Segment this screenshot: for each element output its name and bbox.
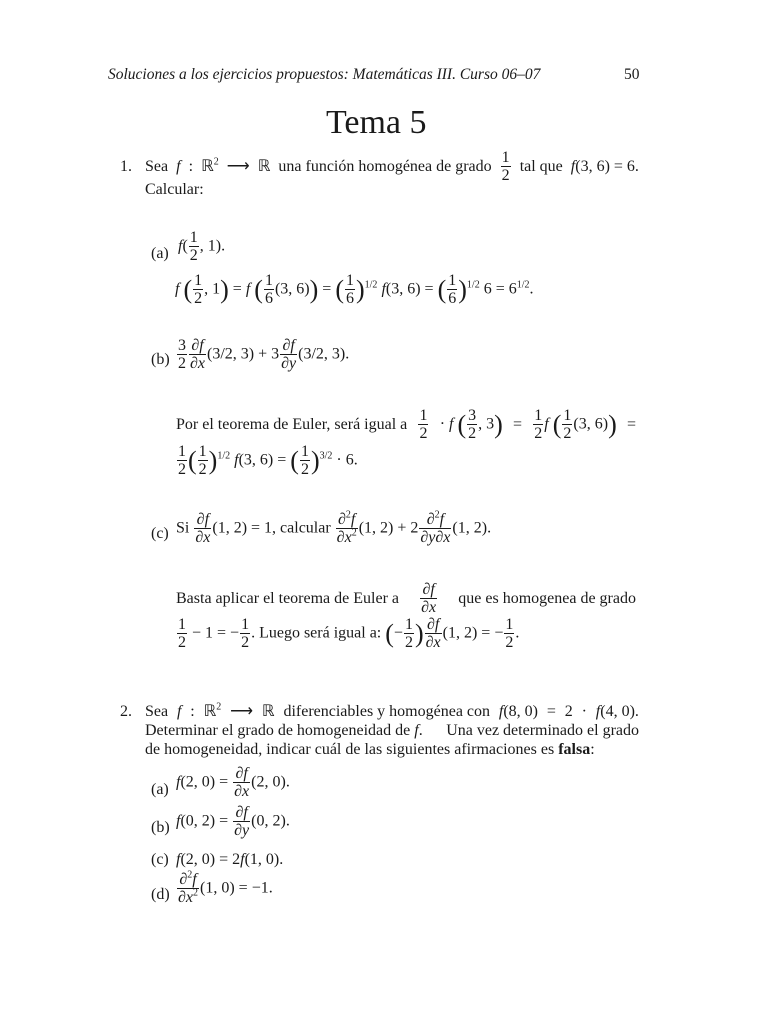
problem-2-line3: de homogeneidad, indicar cuál de las siguientes afirmaciones es falsa: (145, 741, 595, 758)
part-c-solution-line1: Basta aplicar el teorema de Euler a $\frac{\partial f}{\partial x}$ que es homogenea de grado (176, 581, 636, 616)
part-a-solution: f ( $\frac{1}{2}$ , 1) = f ( $\frac{1}{6}$ (3, 6)) = ( $\frac{1}{6}$ )$^{1/2}$ f(3, 6) = ( $\frac{1}{6}$ )$^{1/2}$ $6 = 6^{1/2}$. (175, 272, 534, 307)
option-b-expression: f(0, 2) = $\frac{\partial f}{\partial y}$ (0, 2). (176, 804, 290, 839)
option-a-label: (a) (151, 781, 169, 798)
part-b-solution-line2: $\frac{1}{2}$ ( $\frac{1}{2}$ )$^{1/2}$ f(3, 6) = ( $\frac{1}{2}$ )$^{3/2}$ · 6. (178, 443, 358, 478)
page-number: 50 (624, 66, 640, 83)
part-b-label: (b) (151, 351, 170, 368)
running-header: Soluciones a los ejercicios propuestos: Matemáticas III. Curso 06–07 (108, 66, 541, 83)
part-c-expression: Si $\frac{\partial f}{\partial x}$ (1, 2) = 1, calcular $\frac{\partial^2f}{\partial x^2}$ (1, 2) + 2 $\frac{\partial^2f}{\partial y\partial x}$ (1, 2). (176, 509, 492, 546)
problem-2-number: 2. (120, 703, 132, 720)
part-a-label: (a) (151, 245, 169, 262)
problem-2-line2: Determinar el grado de homogeneidad de f. Una vez determinado el grado (145, 722, 639, 739)
calcular-label: Calcular: (145, 181, 204, 198)
chapter-title: Tema 5 (326, 104, 427, 141)
option-b-label: (b) (151, 819, 170, 836)
problem-2-line1: Sea f : ℝ$^2$ ⟶ ℝ diferenciables y homogénea con f(8, 0) = 2 · f(4, 0). (145, 701, 639, 720)
option-c-expression: f(2, 0) = 2f(1, 0). (176, 851, 284, 868)
part-b-solution-line1: Por el teorema de Euler, será igual a $\frac{1}{2}$ · f ( $\frac{3}{2}$ , 3) = $\frac{1}{2}$ f ( $\frac{1}{2}$ (3, 6)) = (176, 407, 636, 442)
part-c-solution-line2: $\frac{1}{2}$ − 1 = − $\frac{1}{2}$ . Luego será igual a: (− $\frac{1}{2}$ ) $\frac{\partial f}{\partial x}$ (1, 2) = − $\frac{1}{2}$ . (178, 616, 520, 651)
problem-1-number: 1. (120, 158, 132, 175)
option-c-label: (c) (151, 851, 169, 868)
problem-1-statement: Sea f : ℝ$^2$ ⟶ ℝ una función homogénea de grado $\frac{1}{2}$ tal que f(3, 6) = 6. (145, 149, 639, 184)
option-a-expression: f(2, 0) = $\frac{\partial f}{\partial x}$ (2, 0). (176, 765, 290, 800)
option-d-label: (d) (151, 886, 170, 903)
part-c-label: (c) (151, 525, 169, 542)
part-a-expression: f( $\frac{1}{2}$ , 1). (178, 229, 226, 264)
part-b-expression: $\frac{3}{2}$ $\frac{\partial f}{\partial x}$ (3/2, 3) + 3 $\frac{\partial f}{\partial y}$ (3/2, 3). (178, 337, 350, 372)
option-d-expression: $\frac{\partial^2f}{\partial x^2}$ (1, 0) = −1. (178, 869, 273, 906)
